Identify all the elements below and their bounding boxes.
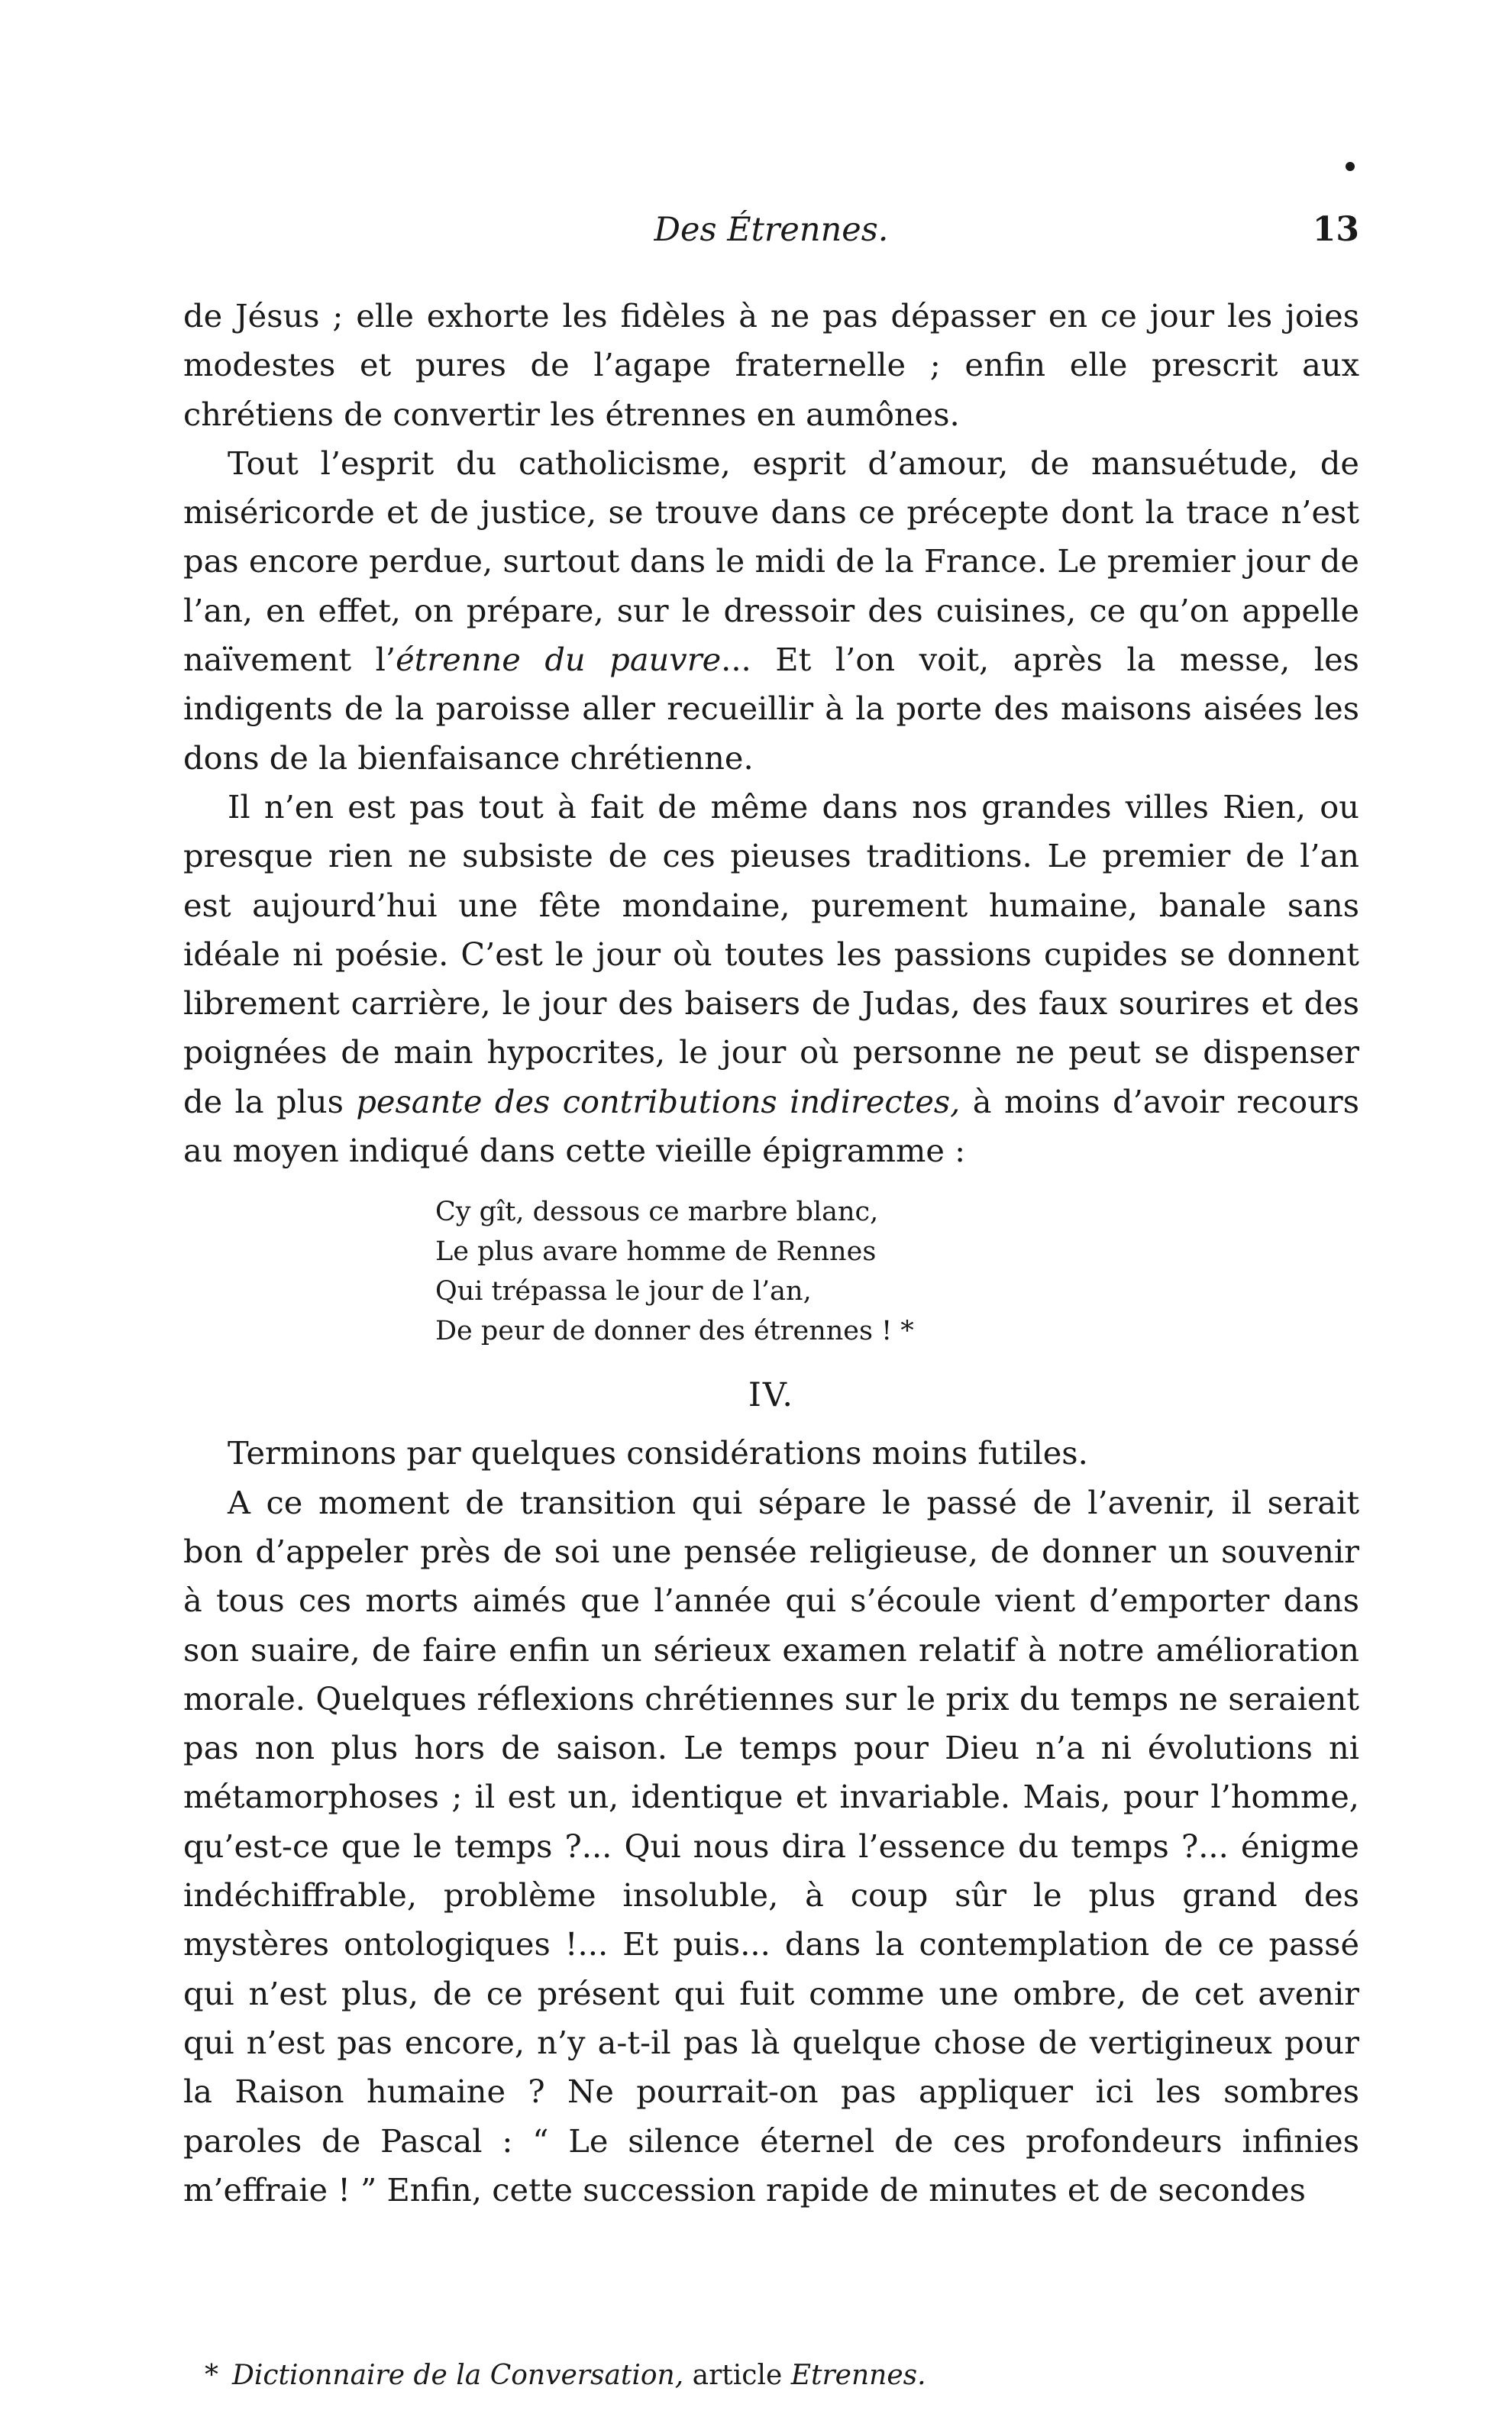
italic-text: Etrennes. [790, 2360, 926, 2391]
italic-text: Dictionnaire de la Conversation, [232, 2360, 684, 2391]
verse-line: Qui trépassa le jour de l’an, [435, 1276, 812, 1307]
footnote-marker: * [205, 2360, 218, 2391]
paragraph [183, 1429, 1359, 1478]
text-run: article [683, 2360, 791, 2391]
text-run: ... Et l’on voit, après la messe, les indigents de la paroisse aller recueillir à la porte des maisons aisées les dons de la bienfaisance chrétienne. [183, 641, 1359, 777]
epigram-verse [435, 1192, 1359, 1351]
paragraphs-before [183, 292, 1359, 1175]
italic-text: étrenne du pauvre [396, 641, 722, 679]
verse-line: De peur de donner des étrennes ! * [435, 1316, 914, 1347]
footnote [205, 2357, 1350, 2395]
verse-line: Cy gît, dessous ce marbre blanc, [435, 1197, 879, 1228]
footnote-text [232, 2360, 926, 2391]
paragraphs-after [183, 1429, 1359, 2215]
section-heading: IV. [748, 1376, 795, 1415]
text-run: à moins d’avoir recours au moyen indiqué dans cette vieille épigramme : [183, 1082, 1360, 1170]
paragraph [183, 439, 1359, 783]
text-run: de Jésus ; elle exhorte les fidèles à ne pas dépasser en ce jour les joies modestes et pures de l’agape fraternelle ; enfin elle prescrit aux chrétiens de convertir les étrennes en aumônes. [183, 297, 1359, 433]
italic-text: pesante des contributions indirectes, [356, 1082, 961, 1120]
body-text [183, 292, 1359, 2215]
text-run: A ce moment de transition qui sépare le passé de l’avenir, il serait bon d’appeler près de soi une pensée religieuse, de donner un souvenir à tous ces morts aimés que l’année qui s’écoule vient d’emporter dans son suaire, de faire enfin un sérieux examen relatif à notre amélioration morale. Quelques réflexions chrétiennes sur le prix du temps ne seraient pas non plus hors de saison. Le temps pour Dieu n’a ni évolutions ni métamorphoses ; il est un, identique et invariable. Mais, pour l’homme, qu’est-ce que le temps ?... Qui nous dira l’essence du temps ?... énigme indéchiffrable, problème insoluble, à coup sûr le plus grand des mystères ontologiques !... Et puis... dans la contemplation de ce passé qui n’est plus, de ce présent qui fuit comme une ombre, de cet avenir qui n’est pas encore, n’y a-t-il pas là quelque chose de vertigineux pour la Raison humaine ? Ne pourrait-on pas appliquer ici les sombres paroles de Pascal : “ Le silence éternel de ces profondeurs infinies m’effraie ! ” Enfin, cette succession rapide de minutes et de secondes [183, 1483, 1359, 2209]
paragraph [183, 1478, 1359, 2215]
running-title: Des Étrennes. [654, 211, 889, 249]
ink-dot [1346, 162, 1355, 171]
verse-line: Le plus avare homme de Rennes [435, 1236, 877, 1268]
running-head [183, 203, 1359, 257]
text-run: Terminons par quelques considérations moins futiles. [228, 1434, 1088, 1472]
text-run: Tout l’esprit du catholicisme, esprit d’amour, de mansuétude, de miséricorde et de justice, se trouve dans ce précepte dont la trace n’est pas encore perdue, surtout dans le midi de la France. Le premier jour de l’an, en effet, on prépare, sur le dressoir des cuisines, ce qu’on appelle naïvement l’ [183, 444, 1359, 679]
paragraph [183, 783, 1359, 1175]
page-number: 13 [1312, 210, 1359, 249]
paragraph [183, 292, 1359, 439]
text-run: Il n’en est pas tout à fait de même dans nos grandes villes Rien, ou presque rien ne subsiste de ces pieuses traditions. Le premier de l’an est aujourd’hui une fête mondaine, purement humaine, banale sans idéale ni poésie. C’est le jour où toutes les passions cupides se donnent librement carrière, le jour des baisers de Judas, des faux sourires et des poignées de main hypocrites, le jour où personne ne peut se dispenser de la plus [183, 787, 1359, 1120]
